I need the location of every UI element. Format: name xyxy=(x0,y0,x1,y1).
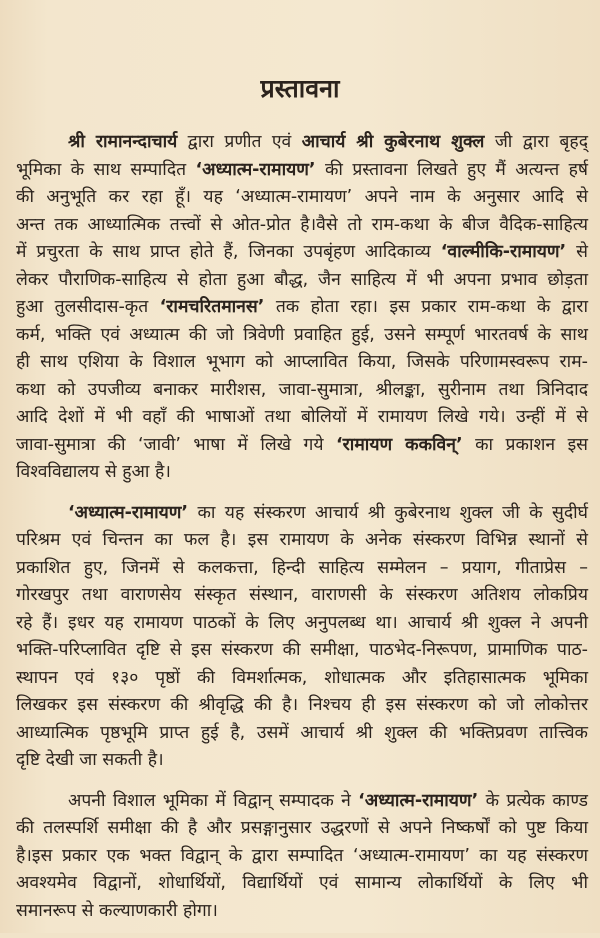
text-line xyxy=(16,665,588,693)
text-line xyxy=(16,582,588,610)
text-line xyxy=(16,459,588,487)
text-line xyxy=(16,500,588,528)
text-segment: आध्यात्मिक पृष्ठभूमि प्राप्त हुई है, उसमें आचार्य श्री शुक्ल की भक्तिप्रवण तात्त्विक xyxy=(16,722,588,743)
page-title: प्रस्तावना xyxy=(260,74,340,103)
text-line xyxy=(16,184,588,212)
text-line xyxy=(16,294,588,322)
text-segment: लिखकर इस संस्करण की श्रीवृद्धि की है। निश्चय ही इस संस्करण को जो लोकोत्तर xyxy=(16,695,588,715)
text-line xyxy=(16,129,588,157)
bold-text: ‘रामचरितमानस’ xyxy=(159,297,265,317)
text-segment: अन्त तक आध्यात्मिक तत्त्वों से ओत-प्रोत है।वैसे तो राम-कथा के बीज वैदिक-साहित्य xyxy=(16,214,588,235)
text-segment: है।इस प्रकार एक भक्त विद्वान् के द्वारा सम्पादित ‘अध्यात्म-रामायण’ का यह संस्करण xyxy=(16,845,588,866)
text-segment: परिश्रम एवं चिन्तन का फल है। इस रामायण के अनेक संस्करण विभिन्न स्थानों से xyxy=(16,530,588,550)
paragraph xyxy=(16,129,588,487)
page-body xyxy=(16,129,588,938)
text-line xyxy=(16,747,588,775)
text-segment: अवश्यमेव विद्वानों, शोधार्थियों, विद्यार्थियों एवं सामान्य लोकार्थियों के लिए भी xyxy=(16,873,588,893)
text-segment: तक होता रहा। इस प्रकार राम-कथा के द्वारा xyxy=(264,297,588,317)
text-line xyxy=(16,377,588,405)
text-segment: समानरूप से कल्याणकारी होगा। xyxy=(16,900,218,921)
text-segment: विश्वविद्यालय से हुआ है। xyxy=(16,462,171,482)
text-line xyxy=(16,322,588,350)
text-line xyxy=(16,432,588,460)
text-line xyxy=(16,610,588,638)
text-line xyxy=(16,843,588,871)
text-segment: का यह संस्करण आचार्य श्री कुबेरनाथ शुक्ल जी के सुदीर्घ xyxy=(188,502,588,523)
text-segment: की प्रस्तावना लिखते हुए मैं अत्यन्त हर्ष xyxy=(315,159,588,180)
text-line xyxy=(16,157,588,185)
text-line xyxy=(16,527,588,555)
text-segment: आदि देशों में भी वहाँ की भाषाओं तथा बोलियों में रामायण लिखे गये। उन्हीं में से xyxy=(16,407,588,427)
text-segment: भक्ति-परिप्लावित दृष्टि से इस संस्करण की समीक्षा, पाठभेद-निरूपण, प्रामाणिक पाठ- xyxy=(16,640,588,660)
text-line xyxy=(16,898,588,926)
text-segment: से xyxy=(566,242,588,262)
bold-text: ‘रामायण ककविन्’ xyxy=(335,434,463,455)
text-segment: दृष्टि देखी जा सकती है। xyxy=(16,750,164,770)
text-segment: में प्रचुरता के साथ प्राप्त होते हैं, जिनका उपबृंहण आदिकाव्य xyxy=(16,242,441,262)
text-line xyxy=(16,404,588,432)
text-line xyxy=(16,239,588,267)
paragraph xyxy=(16,500,588,775)
text-line xyxy=(16,870,588,898)
text-line xyxy=(16,720,588,748)
text-segment: हुआ तुलसीदास-कृत xyxy=(16,297,160,317)
text-segment: द्वारा प्रणीत एवं xyxy=(177,132,302,152)
text-segment: जावा-सुमात्रा की ‘जावी’ भाषा में लिखे गये xyxy=(16,434,336,455)
text-line xyxy=(16,267,588,295)
text-line xyxy=(16,692,588,720)
text-segment: गोरखपुर तथा वाराणसेय संस्कृत संस्थान, वाराणसी के संस्करण अतिशय लोकप्रिय xyxy=(16,585,588,605)
text-segment: रहे हैं। इधर यह रामायण पाठकों के लिए अनुपलब्ध था। आचार्य श्री शुक्ल ने अपनी xyxy=(16,612,588,633)
bold-text: ‘वाल्मीकि-रामायण’ xyxy=(440,242,567,262)
text-segment: कर्म, भक्ति एवं अध्यात्म की जो त्रिवेणी प्रवाहित हुई, उसने सम्पूर्ण भारतवर्ष के साथ xyxy=(16,324,588,345)
text-line xyxy=(16,637,588,665)
text-segment: ही साथ एशिया के विशाल भूभाग को आप्लावित किया, जिसके परिणामस्वरूप राम- xyxy=(16,352,588,372)
bold-text: ‘अध्यात्म-रामायण’ xyxy=(358,790,479,811)
bold-text: श्री रामानन्दाचार्य xyxy=(68,132,178,152)
text-segment: अपनी विशाल भूमिका में विद्वान् सम्पादक ने xyxy=(68,790,359,811)
text-segment: के प्रत्येक काण्ड xyxy=(478,790,588,811)
text-segment: प्रकाशित हुए, जिनमें से कलकत्ता, हिन्दी साहित्य सम्मेलन – प्रयाग, गीताप्रेस – xyxy=(16,557,588,578)
text-line xyxy=(16,788,588,816)
bold-text: आचार्य श्री कुबेरनाथ शुक्ल xyxy=(301,132,485,152)
paragraph xyxy=(16,788,588,926)
text-segment: कथा को उपजीव्य बनाकर मारीशस, जावा-सुमात्रा, श्रीलङ्का, सुरीनाम तथा त्रिनिदाद xyxy=(16,379,588,400)
text-line xyxy=(16,815,588,843)
text-segment: का प्रकाशन इस xyxy=(462,434,589,455)
text-segment: लेकर पौराणिक-साहित्य से होता हुआ बौद्ध, जैन साहित्य में भी अपना प्रभाव छोड़ता xyxy=(16,269,588,290)
bold-text: ‘अध्यात्म-रामायण’ xyxy=(68,502,189,523)
text-line xyxy=(16,555,588,583)
text-line xyxy=(16,212,588,240)
text-segment: की तलस्पर्शि समीक्षा की है और प्रसङ्गानुसार उद्धरणों से अपने निष्कर्षों को पुष्ट किया xyxy=(16,818,588,838)
text-segment: जी द्वारा बृहद् xyxy=(484,132,588,152)
text-line xyxy=(16,349,588,377)
text-segment: भूमिका के साथ सम्पादित xyxy=(16,159,196,180)
text-segment: स्थापन एवं १३० पृष्ठों की विमर्शात्मक, शोधात्मक और इतिहासात्मक भूमिका xyxy=(16,667,588,688)
text-segment: की अनुभूति कर रहा हूँ। यह ‘अध्यात्म-रामायण’ अपने नाम के अनुसार आदि से xyxy=(16,187,588,207)
bold-text: ‘अध्यात्म-रामायण’ xyxy=(195,159,316,180)
